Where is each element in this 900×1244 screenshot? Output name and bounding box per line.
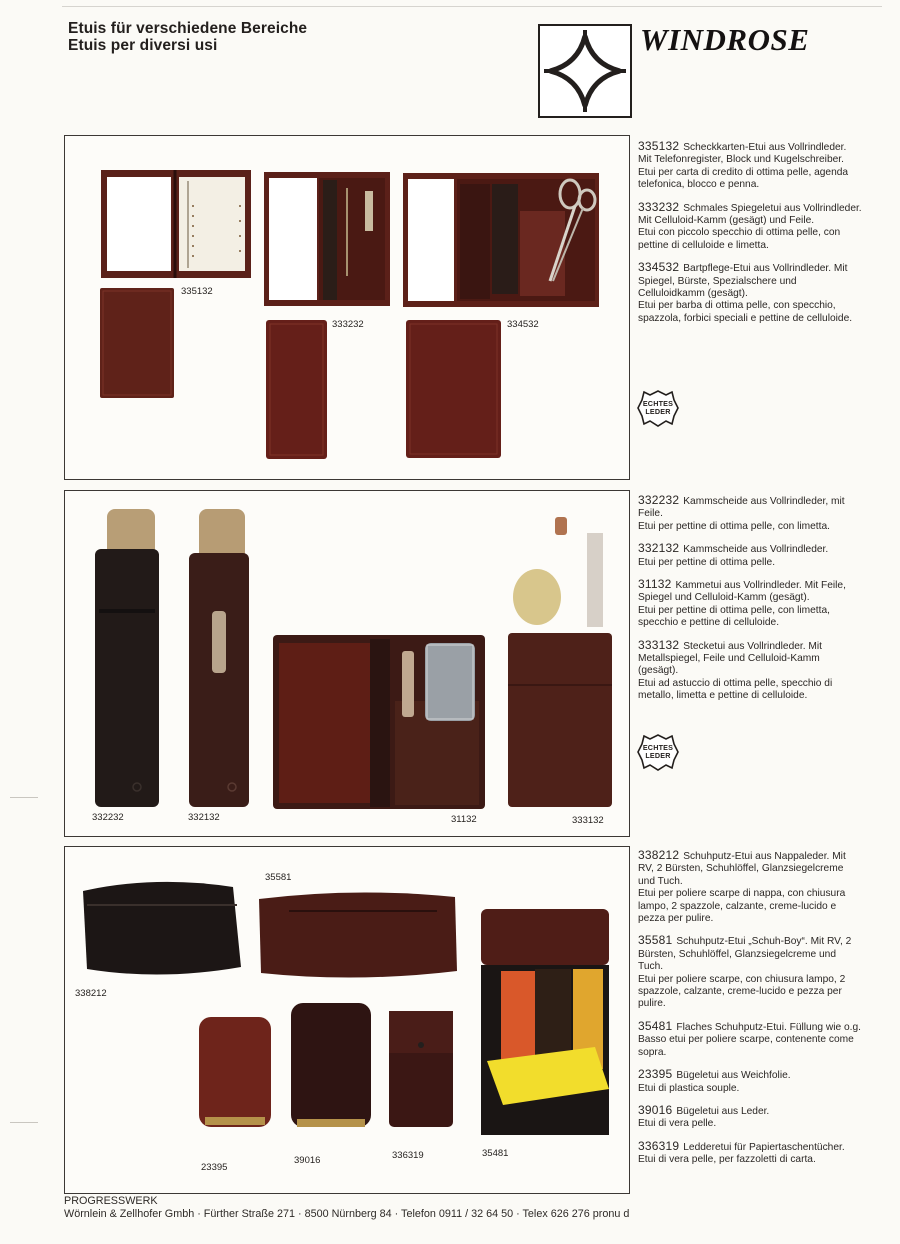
top-rule — [62, 6, 882, 7]
product-number: 338212 — [638, 848, 680, 862]
product-number: 334532 — [638, 260, 680, 275]
shoe-care-bag-black-image — [83, 882, 241, 975]
comb-case-open-image — [273, 635, 485, 809]
product-number: 35481 — [638, 1018, 673, 1033]
frame-purse-red-image — [199, 1017, 271, 1127]
italian-description: Etui per poliere scarpe, con chiusura lampo, 2 spazzole, calzante, creme-lucido e pezza per pulire. — [638, 973, 846, 1010]
badge-line-2: LEDER — [645, 751, 671, 760]
product-number: 335132 — [638, 139, 680, 153]
comb-sheath-black-image — [95, 509, 159, 807]
plug-case-image — [508, 517, 612, 807]
product-number-label: 332232 — [92, 812, 124, 823]
product-number-label: 338212 — [75, 988, 107, 999]
german-description: Scheckkarten-Etui aus Vollrindleder. Mit Telefonregister, Block und Kugelschreiber. — [638, 142, 847, 166]
product-entry — [638, 1020, 862, 1059]
product-number-label: 35581 — [265, 872, 292, 883]
german-description: Kammetui aus Vollrindleder. Mit Feile, Spiegel und Celluloid-Kamm (gesägt). — [638, 580, 846, 604]
italian-description: Etui con piccolo specchio di ottima pelle, con pettine di celluloide e limetta. — [638, 227, 841, 251]
badge-line-1: ECHTES — [642, 743, 674, 752]
title-german: Etuis für verschiedene Bereiche — [68, 20, 308, 37]
product-number-label: 335132 — [181, 286, 213, 297]
german-description: Ledderetui für Papiertaschentücher. — [683, 1141, 845, 1153]
card-wallet-closed-image — [100, 288, 174, 398]
tissue-case-image — [389, 1011, 453, 1127]
product-photo-comb-cases — [64, 490, 630, 837]
product-number-label: 23395 — [201, 1162, 228, 1173]
product-number-label: 332132 — [188, 812, 220, 823]
genuine-leather-badge — [636, 386, 680, 430]
footer — [64, 1195, 629, 1221]
product-entry — [638, 849, 862, 925]
product-entry — [638, 542, 862, 569]
italian-description: Etui di plastica souple. — [638, 1082, 740, 1094]
product-number-label: 334532 — [507, 319, 539, 330]
product-number-label: 31132 — [451, 814, 477, 825]
german-description: Schuhputz-Etui „Schuh-Boy“. Mit RV, 2 Bürsten, Schuhlöffel, Glanzsiegelcreme und Tuch. — [638, 936, 852, 973]
product-descriptions-group-3 — [638, 849, 862, 1176]
german-description: Schmales Spiegeletui aus Vollrindleder. Mit Celluloid-Kamm (gesägt) und Feile. — [638, 202, 862, 227]
product-number: 23395 — [638, 1067, 673, 1082]
product-number: 31132 — [638, 577, 672, 592]
mirror-case-closed-image — [266, 320, 327, 459]
product-number-label: 333132 — [572, 815, 604, 826]
product-number: 39016 — [638, 1102, 673, 1117]
crop-mark — [10, 797, 38, 798]
product-number: 35581 — [638, 933, 673, 948]
mirror-case-open-image — [264, 172, 390, 306]
flat-shoe-care-case-image — [481, 909, 609, 1135]
product-entry — [638, 1068, 862, 1095]
product-entry — [638, 1104, 862, 1131]
product-number-label: 333232 — [332, 319, 364, 330]
footer-company: PROGRESSWERK — [64, 1195, 158, 1207]
genuine-leather-badge — [636, 730, 680, 774]
product-entry — [638, 201, 862, 253]
italian-description: Etui di vera pelle. — [638, 1118, 717, 1130]
italian-description: Etui per pettine di ottima pelle. — [638, 556, 776, 568]
product-number: 333132 — [638, 637, 680, 652]
italian-description: Etui per poliere scarpe di nappa, con chiusura lampo, 2 spazzole, calzante, creme-lucido e pezza per pulire. — [638, 888, 846, 925]
german-description: Bartpflege-Etui aus Vollrindleder. Mit Spiegel, Bürste, Spezialschere und Celluloidkamm (gesägt). — [638, 263, 848, 300]
comb-sheath-brown-image — [189, 509, 249, 807]
italian-description: Etui per barba di ottima pelle, con specchio, spazzola, forbici speciali e pettine de celluloide. — [638, 300, 853, 324]
italian-description: Basso etui per poliere scarpe, contenente come sopra. — [638, 1034, 854, 1058]
german-description: Bügeletui aus Leder. — [676, 1105, 770, 1117]
card-wallet-open-image — [101, 170, 251, 278]
beard-care-case-open-image — [403, 173, 599, 307]
brand-name: WINDROSE — [640, 22, 810, 57]
product-entry — [638, 140, 862, 192]
product-entry — [638, 261, 862, 325]
german-description: Stecketui aus Vollrindleder. Mit Metallspiegel, Feile und Celluloid-Kamm (gesägt). — [638, 640, 822, 677]
product-entry — [638, 578, 862, 630]
italian-description: Etui per pettine di ottima pelle, con limetta. — [638, 520, 830, 532]
badge-line-1: ECHTES — [642, 399, 674, 408]
product-entry — [638, 1140, 862, 1167]
german-description: Flaches Schuhputz-Etui. Füllung wie o.g. — [676, 1021, 861, 1033]
german-description: Schuhputz-Etui aus Nappaleder. Mit RV, 2 Bürsten, Schuhlöffel, Glanzsiegelcreme und Tuch. — [638, 851, 846, 887]
product-descriptions-group-2 — [638, 494, 862, 712]
shoe-boy-bag-image — [259, 892, 457, 977]
beard-care-case-closed-image — [406, 320, 501, 458]
crop-mark — [10, 1122, 38, 1123]
compass-rose-icon — [538, 24, 632, 118]
product-photo-wallets — [64, 135, 630, 480]
italian-description: Etui per carta di credito di ottima pelle, agenda telefonica, blocco e penna. — [638, 166, 849, 191]
page-title — [68, 20, 307, 54]
frame-purse-dark-image — [291, 1003, 371, 1127]
product-number: 336319 — [638, 1138, 680, 1153]
product-number-label: 336319 — [392, 1150, 424, 1161]
italian-description: Etui di vera pelle, per fazzoletti di carta. — [638, 1154, 816, 1166]
product-entry — [638, 494, 862, 533]
product-entry — [638, 639, 862, 703]
product-descriptions-group-1 — [638, 140, 862, 334]
italian-description: Etui ad astuccio di ottima pelle, specchio di metallo, limetta e pettine di celluloide. — [638, 677, 833, 702]
title-italian: Etuis per diversi usi — [68, 37, 218, 54]
product-number: 333232 — [638, 199, 680, 214]
german-description: Kammscheide aus Vollrindleder. — [683, 544, 829, 556]
product-entry — [638, 934, 862, 1010]
german-description: Kammscheide aus Vollrindleder, mit Feile. — [638, 496, 845, 520]
german-description: Bügeletui aus Weichfolie. — [676, 1070, 791, 1082]
product-number-label: 35481 — [482, 1148, 509, 1159]
italian-description: Etui per pettine di ottima pelle, con limetta, specchio e pettine di celluloide. — [638, 604, 830, 629]
product-photo-shoe-care — [64, 846, 630, 1194]
badge-line-2: LEDER — [645, 407, 671, 416]
product-number: 332232 — [638, 493, 680, 507]
product-number: 332132 — [638, 541, 680, 556]
product-number-label: 39016 — [294, 1155, 321, 1166]
footer-address: Wörnlein & Zellhofer Gmbh · Fürther Straße 271 · 8500 Nürnberg 84 · Telefon 0911 / 32 64 50 · Telex 626 276 pronu d — [64, 1208, 630, 1220]
